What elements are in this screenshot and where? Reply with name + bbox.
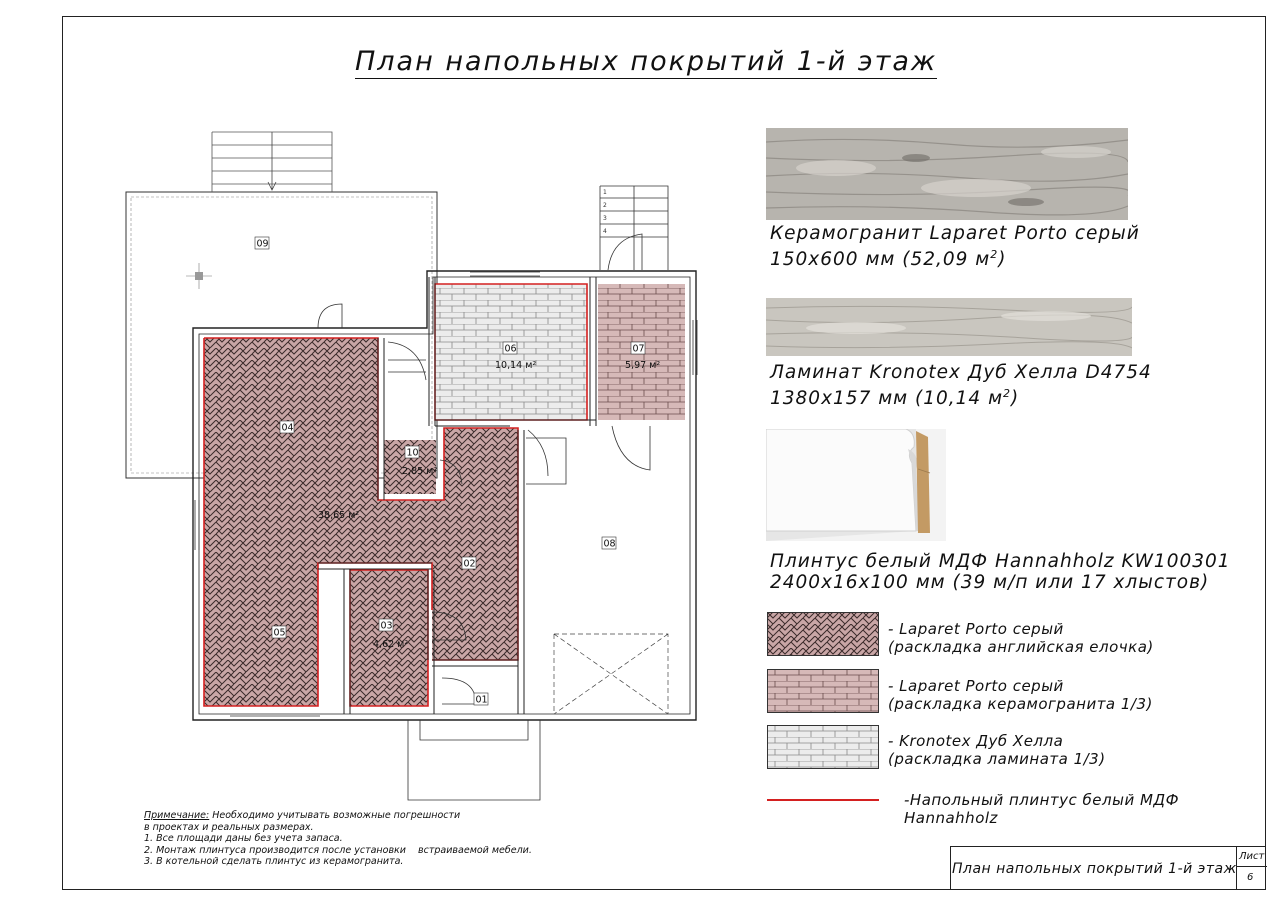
material-caption-laminate: [770, 362, 1152, 409]
room-07-area: 5,97 м²: [625, 360, 661, 371]
legend-swatch-brick-grey: [767, 725, 879, 769]
page-title: План напольных покрытий 1-й этаж: [355, 46, 938, 77]
legend-swatch-red-line: [767, 797, 879, 803]
material-porcelain-size: 150х600 мм (52,09 $м^2$): [770, 248, 1007, 271]
room-04-area: 38,65 м²: [318, 510, 360, 521]
notes-line3: 1. Все площади даны без учета запаса.: [144, 833, 343, 844]
room-07-id: 07: [632, 343, 645, 355]
stair-mark-2: 2: [603, 202, 607, 209]
legend-herringbone-line1: - Laparet Porto серый: [888, 620, 1064, 638]
material-porcelain-name: Керамогранит Laparet Porto серый: [770, 223, 1140, 244]
room-05-id: 05: [273, 627, 286, 639]
legend-text-brick-grey: [888, 732, 1106, 768]
legend-herringbone-line2: (раскладка английская елочка): [888, 638, 1154, 656]
stair-mark-1: 1: [603, 189, 607, 196]
room-10-area: 2,85 м²: [402, 466, 438, 477]
legend-text-herringbone: [888, 620, 1154, 656]
room-08-id: 08: [603, 538, 616, 550]
legend-brick-pink-line2: (раскладка керамогранита 1/3): [888, 695, 1153, 713]
legend-brick-pink-line1: - Laparet Porto серый: [888, 677, 1064, 695]
notes-block: [144, 810, 532, 868]
notes-line5: 3. В котельной сделать плинтус из керамогранита.: [144, 856, 404, 867]
room-01-id: 01: [475, 694, 488, 706]
legend-red-line-line1: -Напольный плинтус белый МДФ: [904, 791, 1180, 809]
room-06-area: 10,14 м²: [495, 360, 537, 371]
sheet-number-box: [1236, 846, 1266, 890]
legend-swatch-herringbone: [767, 612, 879, 656]
notes-heading: Примечание:: [144, 810, 210, 821]
material-baseboard-size: 2400х16х100 мм (39 м/п или 17 хлыстов): [770, 572, 1210, 593]
baseboard-sample: [766, 429, 946, 541]
room-06-id: 06: [504, 343, 517, 355]
notes-line1: Необходимо учитывать возможные погрешности: [209, 810, 461, 821]
material-caption-porcelain: [770, 223, 1140, 270]
sheet-label: Лист: [1239, 851, 1265, 862]
legend-swatch-brick-pink: [767, 669, 879, 713]
room-02-id: 02: [463, 558, 476, 570]
legend-brick-grey-line2: (раскладка ламината 1/3): [888, 750, 1106, 768]
stair-mark-3: 3: [603, 215, 607, 222]
sheet-number: 6: [1247, 872, 1254, 883]
legend-text-red-line: [904, 791, 1179, 827]
material-laminate-name: Ламинат Kronotex Дуб Хелла D4754: [770, 362, 1152, 383]
notes-line4: 2. Монтаж плинтуса производится после установки встраиваемой мебели.: [144, 844, 532, 856]
notes-line2: в проектах и реальных размерах.: [144, 821, 314, 833]
room-03-area: 4,62 м²: [373, 639, 409, 650]
room-04-id: 04: [281, 422, 294, 434]
material-laminate-size: 1380х157 мм (10,14 $м^2$): [770, 387, 1020, 410]
room-03-id: 03: [380, 620, 393, 632]
material-baseboard-name: Плинтус белый МДФ Hannahholz KW100301: [770, 551, 1231, 572]
legend-text-brick-pink: [888, 677, 1153, 713]
stamp-title: План напольных покрытий 1-й этаж: [952, 861, 1237, 877]
porcelain-tile-sample: [766, 128, 1128, 220]
legend-brick-grey-line1: - Kronotex Дуб Хелла: [888, 732, 1064, 750]
room-09-id: 09: [256, 238, 269, 250]
stair-mark-4: 4: [603, 228, 607, 235]
legend-red-line-line2: Hannahholz: [904, 809, 998, 827]
material-caption-baseboard: [770, 551, 1231, 593]
laminate-sample: [766, 298, 1132, 356]
room-10-id: 10: [406, 447, 419, 459]
